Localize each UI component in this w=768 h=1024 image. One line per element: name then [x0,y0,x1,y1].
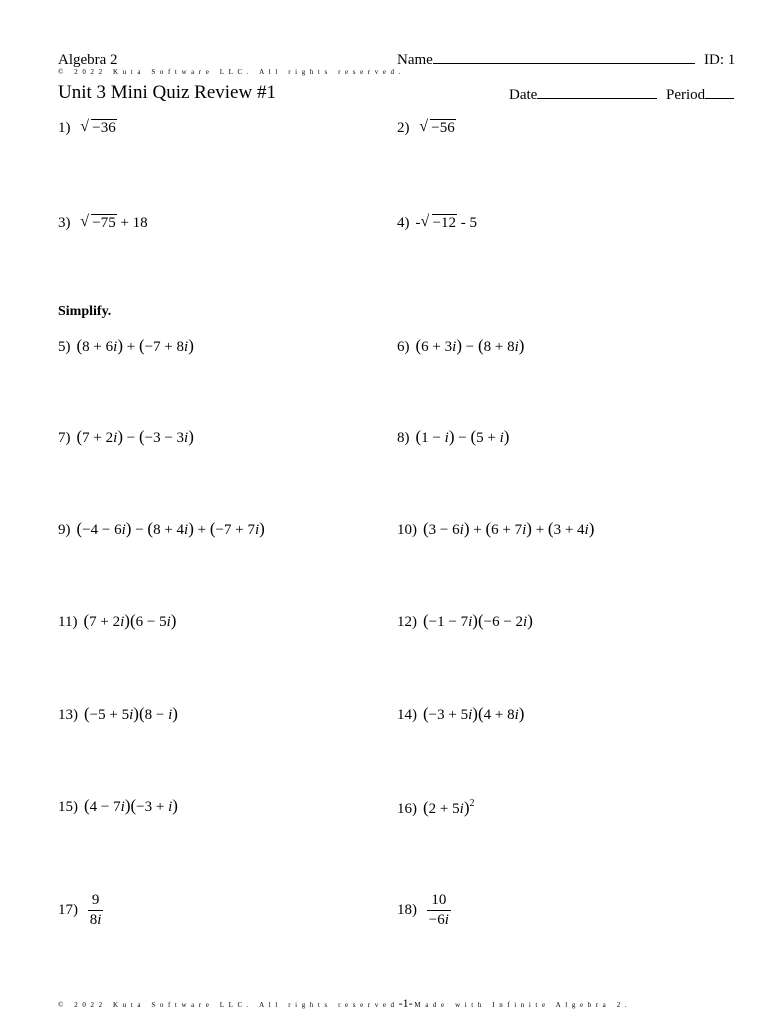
paren-close: ) [518,704,525,723]
term: −7 + 8 [144,339,185,355]
imaginary-unit: i [168,707,173,723]
paren-close: ) [526,519,532,538]
paren-close: ) [117,427,123,446]
period-blank[interactable] [705,98,734,99]
denominator-value: −6 [428,912,445,928]
paren-close: ) [117,336,123,355]
imaginary-unit: i [184,522,189,538]
paren-close: ) [188,336,194,355]
problem-number: 1) [58,120,71,136]
paren-open: ( [485,519,492,538]
radical [80,214,116,232]
imaginary-unit: i [129,707,134,723]
problem-12 [397,611,533,631]
footer-copyright: © 2022 Kuta Software LLC. All rights reserved [58,1001,399,1009]
denominator [88,910,104,929]
paren-close: ) [124,796,131,815]
problem-18 [397,892,451,929]
copyright-line-top: © 2022 Kuta Software LLC. All rights reserved. [58,68,405,76]
denominator [427,910,451,929]
problem-9 [58,519,265,539]
paren-open: ( [83,611,90,630]
page-number: -1- [398,996,413,1010]
term: 8 + 4 [153,522,185,538]
paren-close: ) [188,427,194,446]
radicand: −36 [92,120,116,136]
term: 7 + 2 [89,614,121,630]
imaginary-unit: i [120,799,125,815]
imaginary-unit: i [166,614,171,630]
problem-lead: - [415,215,421,231]
paren-open: ( [84,796,90,815]
imaginary-unit: i [468,707,473,723]
paren-close: ) [456,336,462,355]
footer-made-with: Made with Infinite Algebra 2. [414,1001,632,1009]
imaginary-unit: i [444,912,449,928]
problem-4 [397,214,477,232]
paren-open: ( [147,519,154,538]
paren-open: ( [138,427,145,446]
paren-close: ) [527,611,533,630]
paren-open: ( [477,611,484,630]
imaginary-unit: i [523,614,528,630]
imaginary-unit: i [459,522,464,538]
date-blank[interactable] [537,98,657,99]
period-field[interactable] [666,87,734,104]
term: −5 + 5 [89,707,130,723]
radical [80,119,116,137]
paren-close: ) [188,519,194,538]
imaginary-unit: i [444,430,449,446]
problem-number: 2) [397,120,410,136]
imaginary-unit: i [452,339,457,355]
term: −3 + 5 [428,707,469,723]
imaginary-unit: i [97,912,102,928]
paren-open: ( [423,798,429,817]
problem-number: 10) [397,522,417,538]
paren-open: ( [138,704,145,723]
problem-8 [397,427,509,447]
paren-close: ) [503,427,510,446]
term: −3 − 3 [144,430,185,446]
term: 6 + 3 [421,339,453,355]
term: 7 + 2 [82,430,114,446]
paren-open: ( [129,611,136,630]
paren-close: ) [448,427,455,446]
problem-number: 17) [58,901,78,918]
problem-3 [58,214,148,232]
period-label: Period [666,87,706,103]
paren-open: ( [138,336,145,355]
problem-number: 5) [58,339,71,355]
term: −6 − 2 [483,614,524,630]
operator: + [126,339,136,355]
paren-open: ( [76,336,83,355]
problem-15 [58,796,178,816]
problem-13 [58,704,178,724]
term: 4 − 7 [89,799,121,815]
imaginary-unit: i [514,707,519,723]
operator: + [197,522,207,538]
imaginary-unit: i [168,799,173,815]
sqrt-icon: √ [80,213,90,230]
paren-close: ) [259,519,265,538]
paren-close: ) [170,611,177,630]
page-title: Unit 3 Mini Quiz Review #1 [58,82,276,103]
paren-close: ) [472,611,478,630]
paren-close: ) [133,704,139,723]
imaginary-unit: i [584,522,589,538]
paren-close: ) [463,798,470,817]
course-name: Algebra 2 [58,52,118,68]
term: 6 − 5 [135,614,167,630]
radicand: −75 [92,215,116,231]
paren-open: ( [209,519,216,538]
problem-number: 15) [58,799,78,815]
imaginary-unit: i [499,430,504,446]
term: 1 − [421,430,445,446]
paren-close: ) [472,704,478,723]
id-label: ID: 1 [704,52,736,68]
problem-number: 18) [397,901,417,918]
paren-open: ( [76,519,83,538]
paren-close: ) [518,336,525,355]
numerator: 9 [91,892,100,908]
term: 5 + [476,430,500,446]
problem-number: 8) [397,430,410,446]
problem-1 [58,119,117,137]
term: −7 + 7 [215,522,255,538]
operator: + [473,522,482,538]
paren-open: ( [415,427,422,446]
sqrt-icon: √ [419,118,429,135]
problem-10 [397,519,594,539]
paren-close: ) [172,796,178,815]
problem-14 [397,704,524,724]
problem-11 [58,611,176,631]
imaginary-unit: i [522,522,527,538]
term: −3 + [136,799,169,815]
problem-6 [397,336,524,356]
term: 8 + 8 [483,339,515,355]
term: 8 + 6 [82,339,114,355]
radicand: −56 [431,120,455,136]
problem-17 [58,892,103,929]
imaginary-unit: i [121,522,126,538]
term: −4 − 6 [82,522,122,538]
term: 4 + 8 [483,707,515,723]
fraction [427,892,451,929]
paren-open: ( [415,336,422,355]
term: 3 − 6 [428,522,460,538]
problem-number: 11) [58,614,78,630]
problem-tail: + 18 [120,215,148,231]
problem-tail: - 5 [460,215,477,231]
paren-open: ( [477,704,484,723]
paren-close: ) [588,519,595,538]
problem-5 [58,336,194,356]
problem-number: 7) [58,430,71,446]
imaginary-unit: i [514,339,519,355]
problem-number: 13) [58,707,78,723]
imaginary-unit: i [254,522,260,538]
problem-number: 9) [58,522,71,538]
problem-7 [58,427,194,447]
problem-number: 16) [397,801,417,817]
term: 6 + 7 [491,522,523,538]
paren-open: ( [423,519,429,538]
imaginary-unit: i [468,614,473,630]
paren-open: ( [547,519,554,538]
sqrt-icon: √ [80,118,90,135]
sqrt-icon: √ [420,213,430,230]
paren-open: ( [423,704,429,723]
problem-number: 3) [58,215,71,231]
operator: + [535,522,545,538]
radical [419,119,455,137]
numerator: 10 [431,892,447,908]
paren-open: ( [423,611,429,630]
radicand: −12 [432,215,456,231]
paren-close: ) [124,611,130,630]
problem-number: 12) [397,614,417,630]
paren-open: ( [84,704,90,723]
fraction [88,892,104,929]
imaginary-unit: i [184,339,189,355]
term: 3 + 4 [553,522,585,538]
term: 2 + 5 [428,801,460,817]
section-heading-simplify: Simplify. [58,304,112,319]
paren-open: ( [76,427,83,446]
paren-close: ) [172,704,178,723]
footer [58,996,631,1011]
problem-number: 14) [397,707,417,723]
denominator-value: 8 [89,912,98,928]
radical [421,214,457,232]
operator: − [465,339,475,355]
imaginary-unit: i [459,801,464,817]
paren-open: ( [477,336,484,355]
imaginary-unit: i [120,614,125,630]
date-label: Date [509,87,538,103]
name-blank[interactable] [433,63,695,64]
imaginary-unit: i [184,430,189,446]
imaginary-unit: i [113,430,118,446]
exponent: 2 [469,798,475,809]
paren-close: ) [463,519,470,538]
problem-number: 4) [397,215,410,231]
paren-close: ) [125,519,132,538]
operator: − [458,430,467,446]
name-label: Name [397,52,433,68]
date-field[interactable] [509,87,657,104]
operator: − [135,522,144,538]
problem-number: 6) [397,339,410,355]
term: 8 − [144,707,169,723]
name-field[interactable] [397,52,695,69]
problem-2 [397,119,456,137]
problem-16 [397,798,474,818]
imaginary-unit: i [113,339,118,355]
paren-open: ( [470,427,477,446]
paren-open: ( [130,796,137,815]
operator: − [126,430,136,446]
term: −1 − 7 [428,614,469,630]
